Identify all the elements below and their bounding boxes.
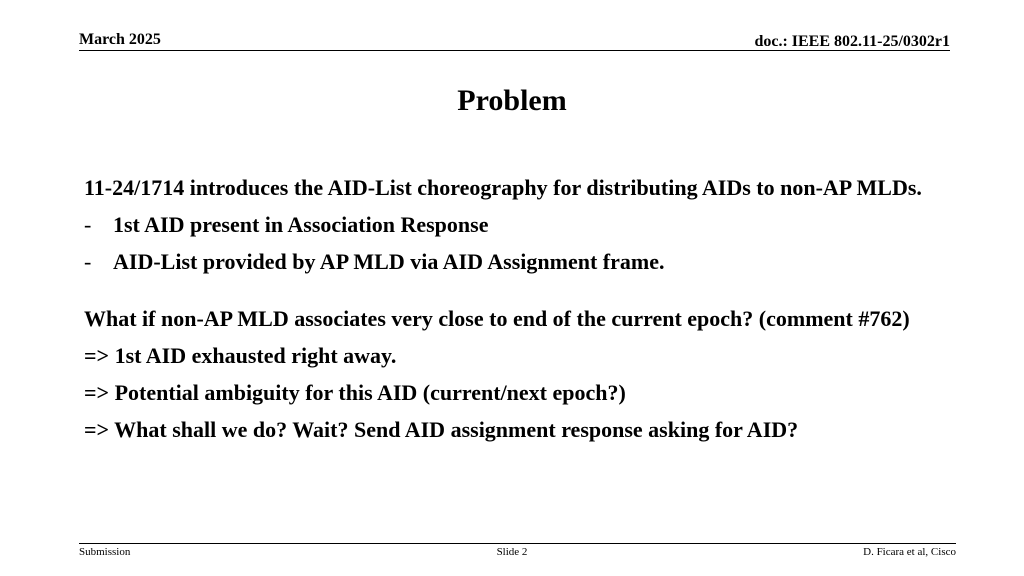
footer-submission: Submission (79, 546, 131, 558)
intro-paragraph: 11-24/1714 introduces the AID-List choreography for distributing AIDs to non-AP MLDs. (84, 175, 922, 200)
footer-slide-number: Slide 2 (496, 546, 528, 558)
header-date: March 2025 (79, 31, 161, 48)
bullet-marker: - (84, 249, 92, 274)
footer-divider (79, 543, 956, 544)
bullet-item (84, 246, 944, 277)
bullet-text: 1st AID present in Association Response (113, 212, 489, 237)
slide-title: Problem (457, 84, 567, 117)
footer-authors: D. Ficara et al, Cisco (863, 546, 956, 558)
slide-body (84, 172, 944, 445)
bullet-item (84, 209, 944, 240)
spacer (84, 277, 944, 303)
header-divider (79, 50, 950, 51)
consequence-line: => Potential ambiguity for this AID (current/next epoch?) (84, 380, 626, 405)
consequence-line: => 1st AID exhausted right away. (84, 343, 397, 368)
question-paragraph: What if non-AP MLD associates very close to end of the current epoch? (comment #762) (84, 306, 910, 331)
bullet-text: AID-List provided by AP MLD via AID Assignment frame. (113, 249, 665, 274)
consequence-line: => What shall we do? Wait? Send AID assignment response asking for AID? (84, 417, 799, 442)
header-doc-id: doc.: IEEE 802.11-25/0302r1 (754, 33, 950, 50)
bullet-marker: - (84, 212, 92, 237)
